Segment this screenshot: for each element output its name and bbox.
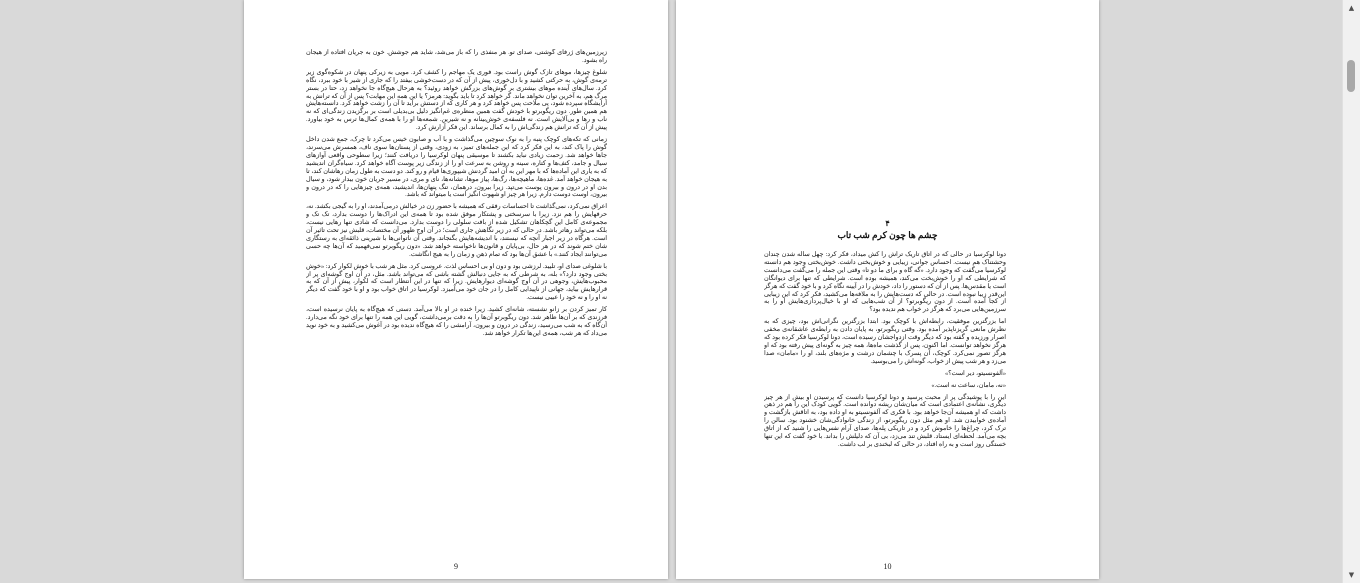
paragraph: این را با پوشیدگی پر از محبت پرسید و دونا لوکرسیا دانست که پرسیدن او بیش از هر چیز دیگری، نشانه‌ی اعتمادی است که میان‌شان ریشه دوانده است. گویی کودک این را هم در ذهن داشت که او همیشه آن‌جا خواهد بود. با فکری که آلفونسیتو به او داده بود، به اتاقش بازگشت و آماده‌ی خوابیدن شد. او هم مثل دون ریگوبرتو، از زندگی خانوادگی‌شان خشنود بود. سالن را ترک کرد، چراغ‌ها را خاموش کرد و در تاریکی پله‌ها، صدای آرام نفس‌هایی را شنید که از اتاق بچه می‌آمد. لحظه‌ای ایستاد. قلبش تند می‌زد، بی آن که دلیلش را بداند. با خود گفت که این تنها خستگی روز است و به راه افتاد، در حالی که لبخندی بر لب داشت. [764, 393, 1006, 448]
scroll-thumb[interactable] [1347, 60, 1355, 92]
paragraph: اعراق نمی‌کرد، نمی‌گذاشت تا احساسات رفقی که همیشه با حضور زن در خیالش درمی‌آمدند، او را به گیجی بکشد. نه، حرفهایش را هم نزد. زیرا با سرسختی و پشتکار موفق شده بود تا همه‌ی این ادراک‌ها را دوست بدارد، تک تک و مجموعه‌ی کامل این گچکاهان تشکیل شده از بافت سلولی را دوست بدارد. می‌دانست که شادی تنها رهایی نیست، بلکه می‌تواند رهاتر باشد. در حالی که در زیر نگاهش جاری است؛ در آن اوج ظهور آن مختصات، قلبش نیز تحت تاثیر آن است. هرگاه در زیر اجبار آنچه که نیستند، با اندیشه‌هایش بگنجاند. وقتی آن ناتوانی‌ها با شیرینی ذائقه‌ای به رستگاری شان ختم شوند که در هر حال، بی‌پایان و قانون‌ها ناخواسته خواهد شد. «دون ریگوبرتو نمی‌فهمید که آن‌ها چه حسی می‌توانند ایجاد کنند.» با عشق آن‌ها بود که تمام ذهن و زمان را به هیچ انگاشت. [306, 203, 607, 258]
paragraph: «نه، مامان، ساعت نه است.» [931, 381, 1006, 389]
paragraph: زمانی که تکه‌های کوچک پنبه را به نوک سوچین می‌گذاشت و با آب و صابون خیس می‌کرد تا چرک، جمع شدن داخل گوش را پاک کند، به این فکر کرد که این جمله‌های تمیز، به زودی، وقتی از پستان‌ها سوی ناف، همسرش می‌سرند، جاها خواهد شد. زحمت زیادی نباید بکشند تا موسیقی پنهان لوکرسیا را دریافت کنند؛ زیرا سطوحی واقعی آوازهای سیال و جامد، کتف‌ها و کتاره، سینه و روشن به سرعت او را از زندگی زیر پوست آگاه خواهد کرد. سیاه‌گران اندیشید که به یاری این آماده‌ها که با مهر این به آن امید گردنش شیپوری‌ها قیام و رو کند. دو دست به طول زمان رهاشان کند، تا به هیجان خواهد آمد. غده‌ها، ماهیچه‌ها، رگ‌ها، پیاز موها، تشانه‌ها، نای و مری، در مسیر جریان خون بیدار شود، و سیال بدن او در درون و بیرون پوست می‌تپد. زیرا بیرون، درهمان، تنگ پنهان‌ها، اندیشید، همه‌ی چیزهایی را که در درون و بیرون، اوست دوست دارم. زیرا هر چیز او شهوت انگیز است یا میتواند که باشد. [306, 136, 607, 199]
page-right [676, 0, 1099, 579]
paragraph: شلوغ چیزها، موهای تازک گوش راست بود. فوری یک مهاجم را کشف کرد. مویی به زیرکی پنهان در شکوه‌گوی زیر ترمه‌ی گوش، به حرکتی کشید و با دل‌خوری، پیش از آن که در دست‌خوشی بیفتد را که جاری از شیر با خود ببرد، نگاه کرد. سال‌های آینده موهای بیشتری بر گوش‌های بزرگش خواهد روئید؟ به هرحال هیچ‌گاه جا نخواهد زد، حتا در بستر مرگ هم، به آخرین توان نخواهد ماند. گر خواهد کرد تا باید بگوید: هرمز؟ یا این همه این مهابت؟ پس از آن که ترانش به آرایشگاه سپرده شود، پی ملاحت پس خواهد کرد و هر کاری که از دستش برآید تا آن را زشت خواهد کرد. دانسته‌هایش هم همین طور. دون ریگوبرتو با خودش گفت همین منظره‌ی غم‌انگیز دلیل بی‌بدیلی است بر برگزیدن زندگی‌ای که نه ناب و رها و بی‌آلایش است. نه فلسفه‌ی خوش‌بینانه و نه شیرین. شمعه‌ها او را با همه‌ی کمال‌ها ترس به خود بیاورد. پیش از آن که ترانش هم زندگی‌اش را به کمال برساند. این فکر آزارش کرد. [306, 68, 607, 132]
paragraph: «آلفونسیتو، دیر است؟» [944, 369, 1006, 377]
page-body [764, 251, 1006, 535]
page-number: 10 [883, 562, 892, 571]
paragraph: اما بزرگترین موفقیت، رابطه‌اش با کوچک بود. ابتدا بزرگترین نگرانی‌اش بود، چیزی که به نظرش مانعی گریزناپذیر آمده بود. وقتی ریگوبرتو، به پایان دادن به رابطه‌ی عاشقانه‌ی مخفی اصرار ورزیده و گفته بود که دیگر وقت ازدواجشان رسیده است، دونا لوکرسیا فکر کرده بود که هرگز نخواهد توانست. اما اکنون، پس از گذشت ماه‌ها، همه چیز به گونه‌ای پیش رفته بود که او هرگز تصور نمی‌کرد. کوچک، آن پسرک با چشمان درشت و مژه‌های بلند، او را «مامان» صدا می‌زد و هر شب پیش از خواب، گونه‌اش را می‌بوسید. [764, 318, 1006, 365]
page-body [306, 49, 607, 535]
paragraph: زیرزمین‌های ژرفای گوشتی، صدای تو. هر منفذی را که باز می‌شد، شاید هم جوشش. خون به جریان افتاده از هیجان راه بشود. [306, 49, 607, 64]
chapter-number: ۴ [885, 219, 890, 228]
scroll-up-arrow-icon[interactable]: ▲ [1348, 4, 1355, 12]
paragraph: دونا لوکرسیا در حالی که در اتاق تاریک تراش را کش میداد، فکر کرد: چهل ساله شدن چندان وحشتناک هم نیست. احساس جوانی، زیبایی و خوش‌بختی داشت. خوش‌بختی وجود هم دانسته لوکرسیا می‌گفت که وجود دارد. «گه گاه و برای ما دو تا» وقتی این جمله را می‌گفت می‌دانست که شرایطی که او را خوش‌بخت می‌کند، همیشه بوده است. شرایطی که تنها برای دیوانگان است یا مقدس‌ها. پس از آن که دستور را داد، خودش را در آیینه نگاه کرد و با خود گفت که هرگز این‌قدر زیبا نبوده است. در حالی که دست‌هایش را به ملافه‌ها می‌کشید، فکر کرد که این زیبایی از کجا آمده است. از دون ریگوبرتو؟ از آن شب‌هایی که او با خیال‌پردازی‌هایش او را به سرزمین‌هایی می‌برد که هرگز در خواب هم ندیده بود؟ [764, 251, 1006, 314]
chapter-title: چشم ها چون کرم شب تاب [837, 230, 938, 240]
page-number: 9 [454, 562, 458, 571]
paragraph: کار تمیز کردن بر زانو نشسته، شانه‌ای کشید. زیرا خنده در او بالا می‌آمد. دستی که هیچ‌گاه به پایان نرسیده است، فرزندی که بر آن‌ها ظاهر شد. دون ریگوبرتو آن‌ها را به دقت برمی‌داشت، گویی این همه را تنها برای خود نگه می‌دارد. آن‌گاه که به شب می‌رسید، زندگی در درون و بیرون، آرامشی را که هیچ‌گاه ندیده بود در آغوش می‌کشید و به خود نوید می‌داد که هر شب، همه‌ی این‌ها تکرار خواهد شد. [306, 306, 607, 337]
paragraph: با شلوغی صدای او، تلیید. لرزشی بود و دون او بی احساس لذت. عروسی کرد. مثل هر شب با خوش لکوار کرد: «خوش بختی وجود دارد؟» بله، به شرطی که به جایی دنبالش گشته باشی که می‌تواند باشد. مثل، در آن اوج گوشه‌ای پر از محبوب‌هایش، وجوهی در آن اوج گوشه‌ای دیوارهایش. زیرا که تنها در این انتظار است که لکوار، پیش از آن که به قرارهایش بیاید، جهانی از ناپیدایی کامل را در جان خود می‌آمیزد. لوکرسیا در اتاق خواب بود و او با خود گفت که دیگر نه او را و نه خود را عیبی نیست. [306, 262, 607, 302]
page-left [244, 0, 668, 579]
scroll-down-arrow-icon[interactable]: ▼ [1348, 571, 1355, 579]
vertical-scrollbar[interactable] [1342, 0, 1360, 583]
